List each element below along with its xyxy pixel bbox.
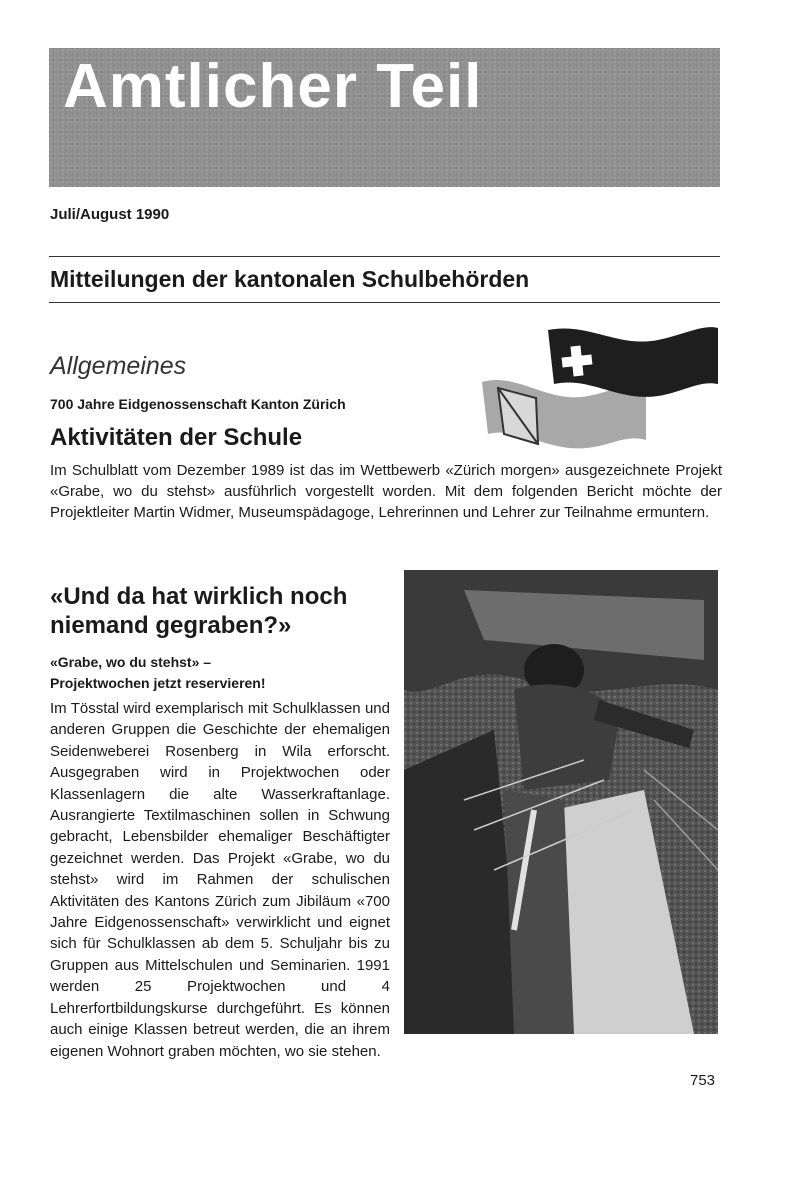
article-title: «Und da hat wirklich noch niemand gegraben?» bbox=[50, 583, 348, 639]
headline: Aktivitäten der Schule bbox=[50, 424, 303, 451]
banner-title: Amtlicher Teil bbox=[63, 52, 483, 121]
kicker: 700 Jahre Eidgenossenschaft Kanton Zürich bbox=[50, 396, 346, 412]
article-body: Im Tösstal wird exemplarisch mit Schulklassen und anderen Gruppen die Geschichte der ehemaligen Seidenweberei Rosenberg in Wila erforscht. Ausgegraben wird in Projektwochen oder Klassenlagern die alte Wasserkraftanlage. Ausrangierte Textilmaschinen sollen in Schwung gebracht, Lebensbilder ehemaliger Beschäftigter gezeichnet werden. Das Projekt «Grabe, wo du stehst» wird im Rahmen der schulischen Aktivitäten des Kantons Zürich zum Jibiläum «700 Jahre Eidgenossenschaft» verwirklicht und eignet sich für Schulklassen ab dem 5. Schuljahr bis zu Gruppen aus Mittelschulen und Seminarien. 1991 werden 25 Projektwochen und 4 Lehrerfortbildungskurse durchgeführt. Es können auch einige Klassen betreut werden, die an ihrem eigenen Wohnort graben möchten, wo sie stehen. bbox=[50, 700, 390, 1060]
subsection-title: Allgemeines bbox=[50, 352, 187, 380]
article-subtitle bbox=[50, 652, 390, 694]
divider-bottom bbox=[49, 302, 720, 303]
issue-date: Juli/August 1990 bbox=[50, 206, 170, 223]
article-subtitle-line: Projektwochen jetzt reservieren! bbox=[50, 675, 266, 691]
section-title: Mitteilungen der kantonalen Schulbehörden bbox=[50, 266, 530, 292]
header-banner bbox=[49, 48, 720, 187]
intro-paragraph: Im Schulblatt vom Dezember 1989 ist das im Wettbewerb «Zürich morgen» ausgezeichnete Projekt «Grabe, wo du stehst» ausführlich vorgestellt worden. Mit dem folgenden Bericht möchte der Projektleiter Martin Widmer, Museumspädagoge, Lehrerinnen und Lehrer zur Teilnahme ermuntern. bbox=[50, 462, 722, 521]
swiss-flag-icon bbox=[548, 327, 718, 397]
article-subtitle-line: «Grabe, wo du stehst» – bbox=[50, 654, 212, 670]
flags-illustration bbox=[478, 322, 722, 452]
excavation-photo bbox=[404, 570, 718, 1034]
divider-top bbox=[49, 256, 720, 257]
page-number: 753 bbox=[690, 1072, 716, 1089]
